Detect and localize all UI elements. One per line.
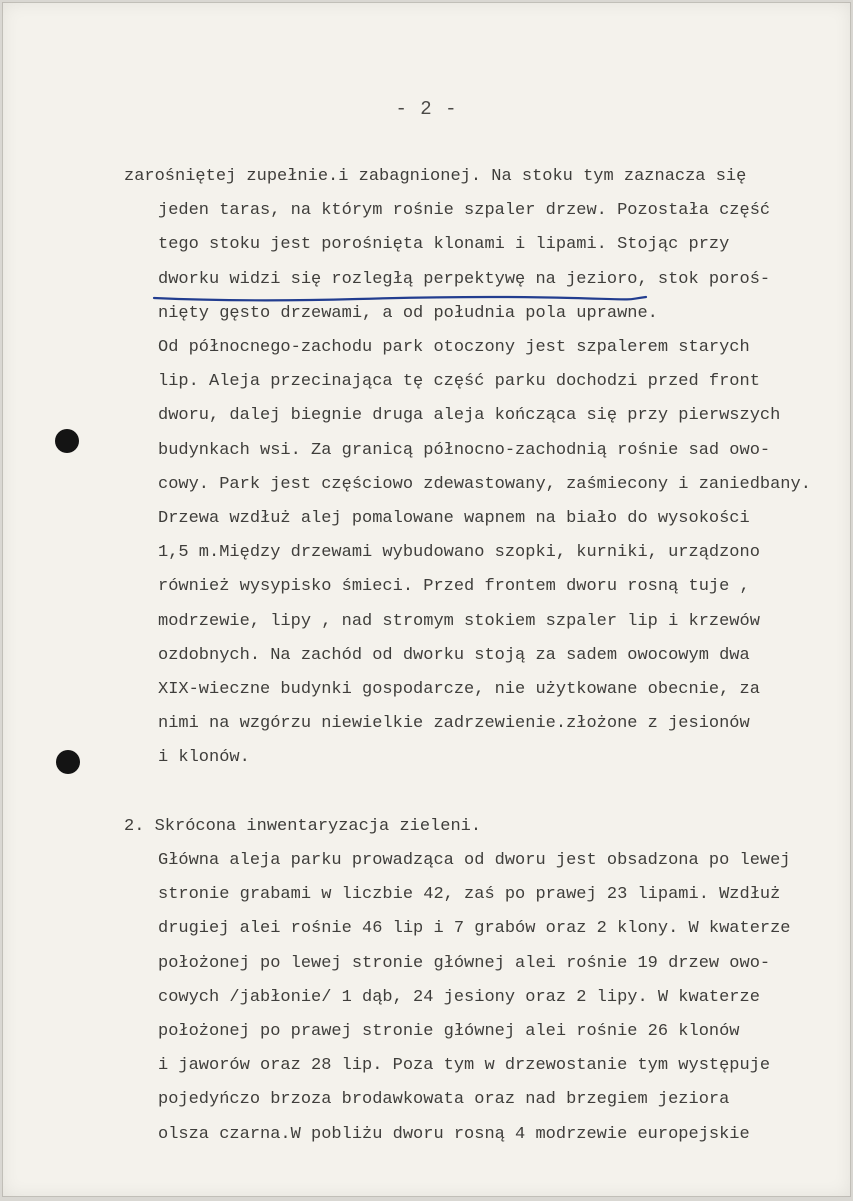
punch-hole — [56, 750, 80, 774]
text-line: drugiej alei rośnie 46 lip i 7 grabów oraz 2 klony. W kwaterze — [158, 919, 791, 939]
text-line: XIX-wieczne budynki gospodarcze, nie użytkowane obecnie, za — [158, 680, 760, 700]
section-heading: 2. Skrócona inwentaryzacja zieleni. — [124, 816, 482, 836]
text-line: Główna aleja parku prowadząca od dworu jest obsadzona po lewej — [158, 851, 791, 871]
text-line: położonej po lewej stronie głównej alei rośnie 19 drzew owo- — [158, 953, 771, 973]
text-line: stronie grabami w liczbie 42, zaś po prawej 23 lipami. Wzdłuż — [158, 885, 781, 905]
text-line: dworu, dalej biegnie druga aleja kończąca się przy pierwszych — [158, 406, 781, 426]
document-body — [124, 160, 834, 1152]
text-line: 1,5 m.Między drzewami wybudowano szopki, kurniki, urządzono — [158, 543, 760, 563]
text-line: tego stoku jest porośnięta klonami i lipami. Stojąc przy — [158, 235, 730, 255]
text-line: nimi na wzgórzu niewielkie zadrzewienie.złożone z jesionów — [158, 714, 750, 734]
blank-line — [124, 776, 834, 810]
text-line: budynkach wsi. Za granicą północno-zachodnią rośnie sad owo- — [158, 440, 771, 460]
text-line: nięty gęsto drzewami, a od południa pola uprawne. — [158, 303, 658, 323]
punch-hole — [55, 429, 79, 453]
text-line: jeden taras, na którym rośnie szpaler drzew. Pozostała część — [158, 201, 771, 221]
text-line: i klonów. — [158, 748, 250, 768]
text-line: modrzewie, lipy , nad stromym stokiem szpaler lip i krzewów — [158, 611, 760, 631]
text-line: zarośniętej zupełnie.i zabagnionej. Na stoku tym zaznacza się — [124, 167, 747, 186]
text-line: pojedyńczo brzoza brodawkowata oraz nad brzegiem jeziora — [158, 1090, 730, 1110]
text-line: i jaworów oraz 28 lip. Poza tym w drzewostanie tym występuje — [158, 1056, 771, 1076]
text-line: ozdobnych. Na zachód od dworku stoją za sadem owocowym dwa — [158, 645, 750, 665]
text-line: Od północnego-zachodu park otoczony jest szpalerem starych — [158, 338, 750, 358]
text-line: olsza czarna.W pobliżu dworu rosną 4 modrzewie europejskie — [158, 1124, 750, 1144]
page-number: - 2 - — [395, 98, 458, 120]
document-page — [2, 2, 851, 1197]
text-line: Drzewa wzdłuż alej pomalowane wapnem na biało do wysokości — [158, 509, 750, 529]
text-line: dworku widzi się rozległą perpektywę na jezioro, stok poroś- — [158, 269, 771, 289]
text-line: lip. Aleja przecinająca tę część parku dochodzi przed front — [158, 372, 760, 392]
text-line: położonej po prawej stronie głównej alei rośnie 26 klonów — [158, 1022, 740, 1042]
text-line: cowy. Park jest częściowo zdewastowany, zaśmiecony i zaniedbany. — [158, 474, 811, 494]
text-line: cowych /jabłonie/ 1 dąb, 24 jesiony oraz 2 lipy. W kwaterze — [158, 987, 760, 1007]
text-line: również wysypisko śmieci. Przed frontem dworu rosną tuje , — [158, 577, 750, 597]
